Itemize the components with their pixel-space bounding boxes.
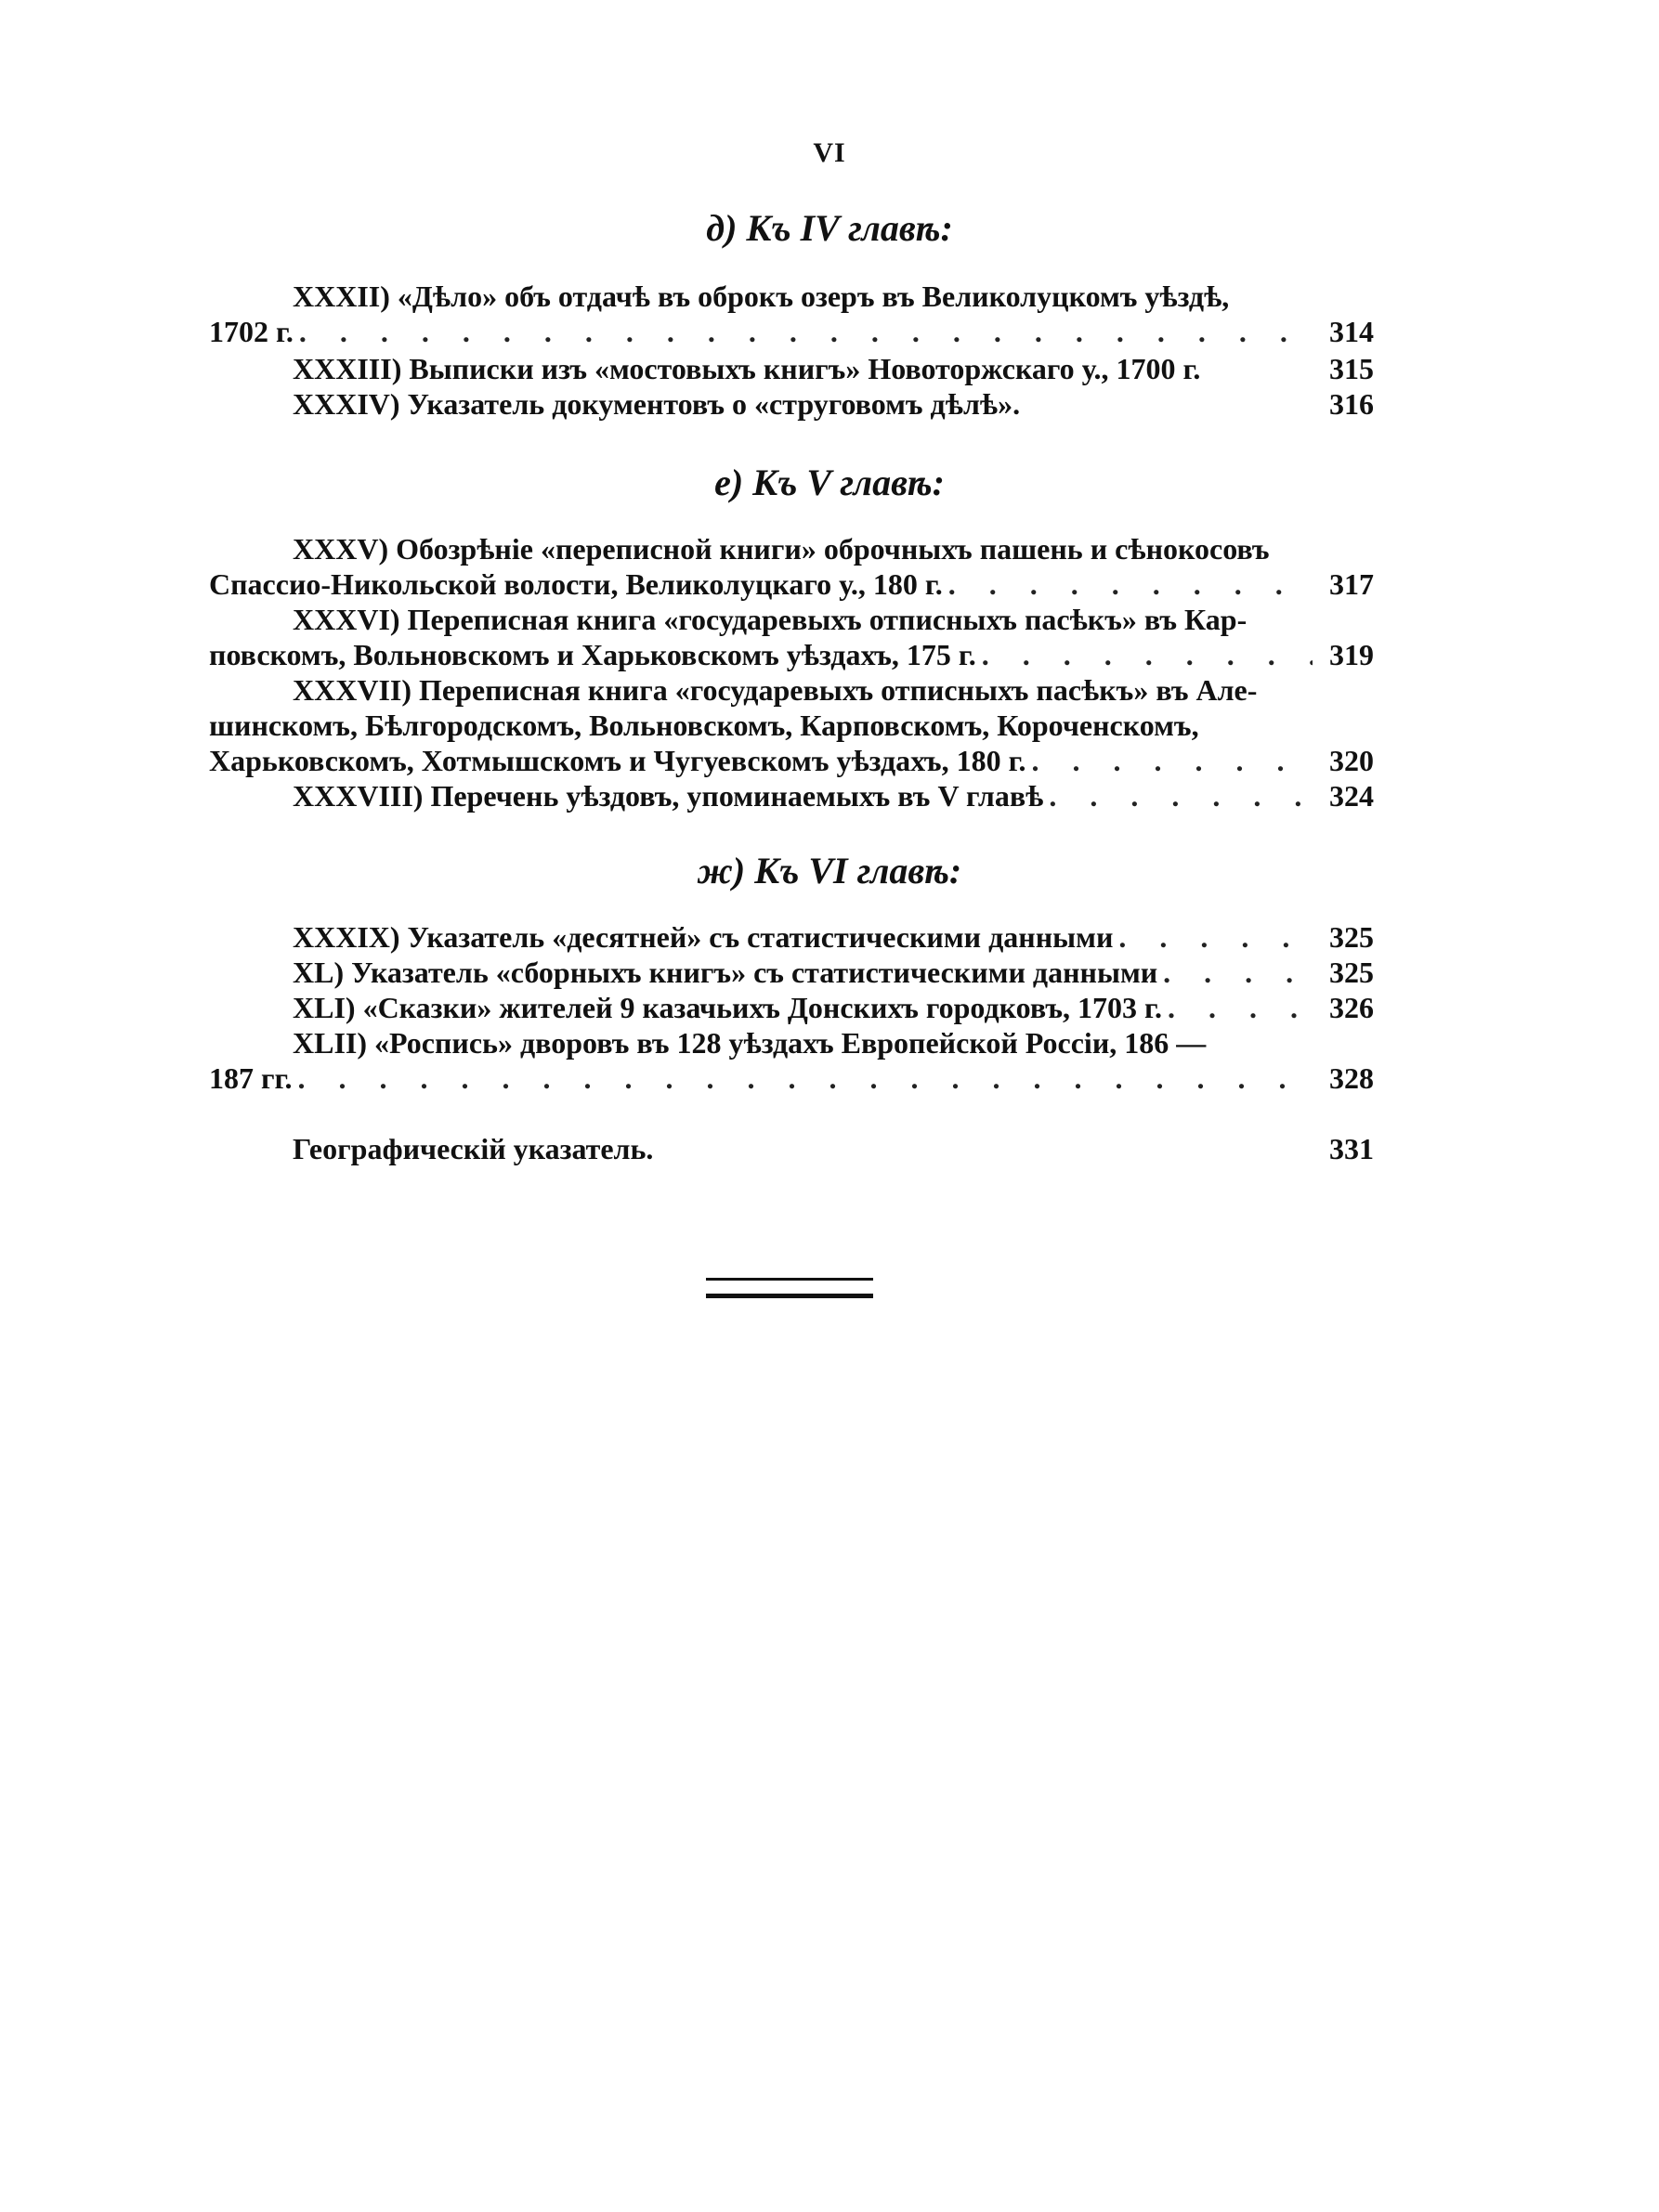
end-rule-divider: [706, 1278, 873, 1298]
toc-page-ref: 328: [1329, 1061, 1374, 1095]
toc-entry-text: 1702 г.: [209, 315, 294, 348]
toc-entry-xxxiv: [209, 386, 1374, 422]
toc-page-ref: 316: [1329, 387, 1374, 421]
toc-entry-geo-index: [209, 1131, 1374, 1166]
toc-entry-xxxvii: [209, 672, 1374, 778]
toc-page-ref: 320: [1329, 744, 1374, 777]
toc-entry-line: [209, 279, 1374, 314]
toc-page-ref: 314: [1329, 315, 1374, 348]
leader-dots: [297, 1060, 1313, 1096]
leader-dots: [1032, 743, 1313, 778]
toc-entry-line: [209, 919, 1374, 955]
toc-entry-text: XXXIX) Указатель «десятней» съ статистическими данными: [293, 920, 1114, 954]
toc-entry-xxxv: [209, 531, 1374, 602]
toc-page-ref: 326: [1329, 991, 1374, 1024]
toc-entry-text: XLII) «Роспись» дворовъ въ 128 уѣздахъ Европейской Россіи, 186 —: [293, 1026, 1207, 1060]
toc-entry-text: XXXVII) Переписная книга «государевыхъ отписныхъ пасѣкъ» въ Але-: [293, 673, 1258, 707]
leader-dots: [1118, 919, 1313, 955]
toc-entry-line: [209, 1025, 1374, 1060]
toc-page-ref: 325: [1329, 920, 1374, 954]
toc-entry-text: XXXIII) Выписки изъ «мостовыхъ книгъ» Новоторжскаго у., 1700 г.: [293, 352, 1201, 385]
toc-entry-line: [209, 531, 1374, 566]
toc-entry-line: [209, 566, 1374, 602]
toc-entry-text: XXXII) «Дѣло» объ отдачѣ въ оброкъ озеръ въ Великолуцкомъ уѣздѣ,: [293, 280, 1230, 313]
toc-entry-line: [209, 672, 1374, 708]
toc-entry-xxxviii: [209, 778, 1374, 813]
section-heading-vi: ж) Къ VI главѣ:: [697, 850, 962, 891]
toc-page-ref: 315: [1329, 352, 1374, 385]
section-heading-v: е) Къ V главѣ:: [714, 462, 945, 503]
toc-entry-line: [209, 990, 1374, 1025]
toc-entry-line: [209, 1060, 1374, 1096]
leader-dots: [1168, 990, 1313, 1025]
leader-dots: [1049, 778, 1313, 813]
toc-entry-xxxii: [209, 279, 1374, 349]
toc-entry-text: XXXV) Обозрѣніе «переписной книги» оброчныхъ пашень и сѣнокосовъ: [293, 532, 1270, 566]
toc-page-ref: 317: [1329, 567, 1374, 601]
toc-entry-text: Харьковскомъ, Хотмышскомъ и Чугуевскомъ уѣздахъ, 180 г.: [209, 744, 1026, 777]
toc-entry-text: Спассио-Никольской волости, Великолуцкаго у., 180 г.: [209, 567, 943, 601]
toc-entry-line: [209, 602, 1374, 637]
toc-entry-line: [209, 743, 1374, 778]
toc-entry-xxxvi: [209, 602, 1374, 672]
toc-entry-text: XL) Указатель «сборныхъ книгъ» съ статистическими данными: [293, 956, 1158, 989]
toc-entry-xxxiii: [209, 351, 1374, 386]
toc-entry-line: [209, 637, 1374, 672]
toc-entry-xlii: [209, 1025, 1374, 1096]
toc-entry-text: шинскомъ, Бѣлгородскомъ, Вольновскомъ, Карповскомъ, Короченскомъ,: [209, 709, 1199, 742]
toc-entry-xxxix: [209, 919, 1374, 955]
leader-dots: [982, 637, 1313, 672]
page-number: VI: [813, 137, 846, 168]
toc-entry-line: [209, 351, 1374, 386]
toc-entry-line: [209, 778, 1374, 813]
leader-dots: [948, 566, 1313, 602]
toc-entry-xli: [209, 990, 1374, 1025]
toc-page-ref: 331: [1329, 1132, 1374, 1165]
toc-entry-line: [209, 314, 1374, 349]
toc-entry-line: [209, 708, 1374, 743]
toc-entry-text: Географическій указатель.: [293, 1132, 654, 1165]
toc-entry-line: [209, 386, 1374, 422]
toc-entry-text: XXXIV) Указатель документовъ о «струговомъ дѣлѣ».: [293, 387, 1021, 421]
toc-entry-text: XLI) «Сказки» жителей 9 казачьихъ Донскихъ городковъ, 1703 г.: [293, 991, 1162, 1024]
leader-dots: [1163, 955, 1313, 990]
section-heading-iv: д) Къ IV главѣ:: [706, 207, 953, 249]
toc-entry-text: 187 гг.: [209, 1061, 293, 1095]
toc-entry-xl: [209, 955, 1374, 990]
leader-dots: [299, 314, 1313, 349]
toc-page-ref: 324: [1329, 779, 1374, 813]
toc-page-ref: 325: [1329, 956, 1374, 989]
toc-page-ref: 319: [1329, 638, 1374, 671]
toc-entry-line: [209, 1131, 1374, 1166]
toc-entry-text: XXXVI) Переписная книга «государевыхъ отписныхъ пасѣкъ» въ Кар-: [293, 603, 1248, 636]
toc-entry-text: XXXVIII) Перечень уѣздовъ, упоминаемыхъ въ V главѣ: [293, 779, 1044, 813]
toc-entry-text: повскомъ, Вольновскомъ и Харьковскомъ уѣздахъ, 175 г.: [209, 638, 976, 671]
toc-entry-line: [209, 955, 1374, 990]
